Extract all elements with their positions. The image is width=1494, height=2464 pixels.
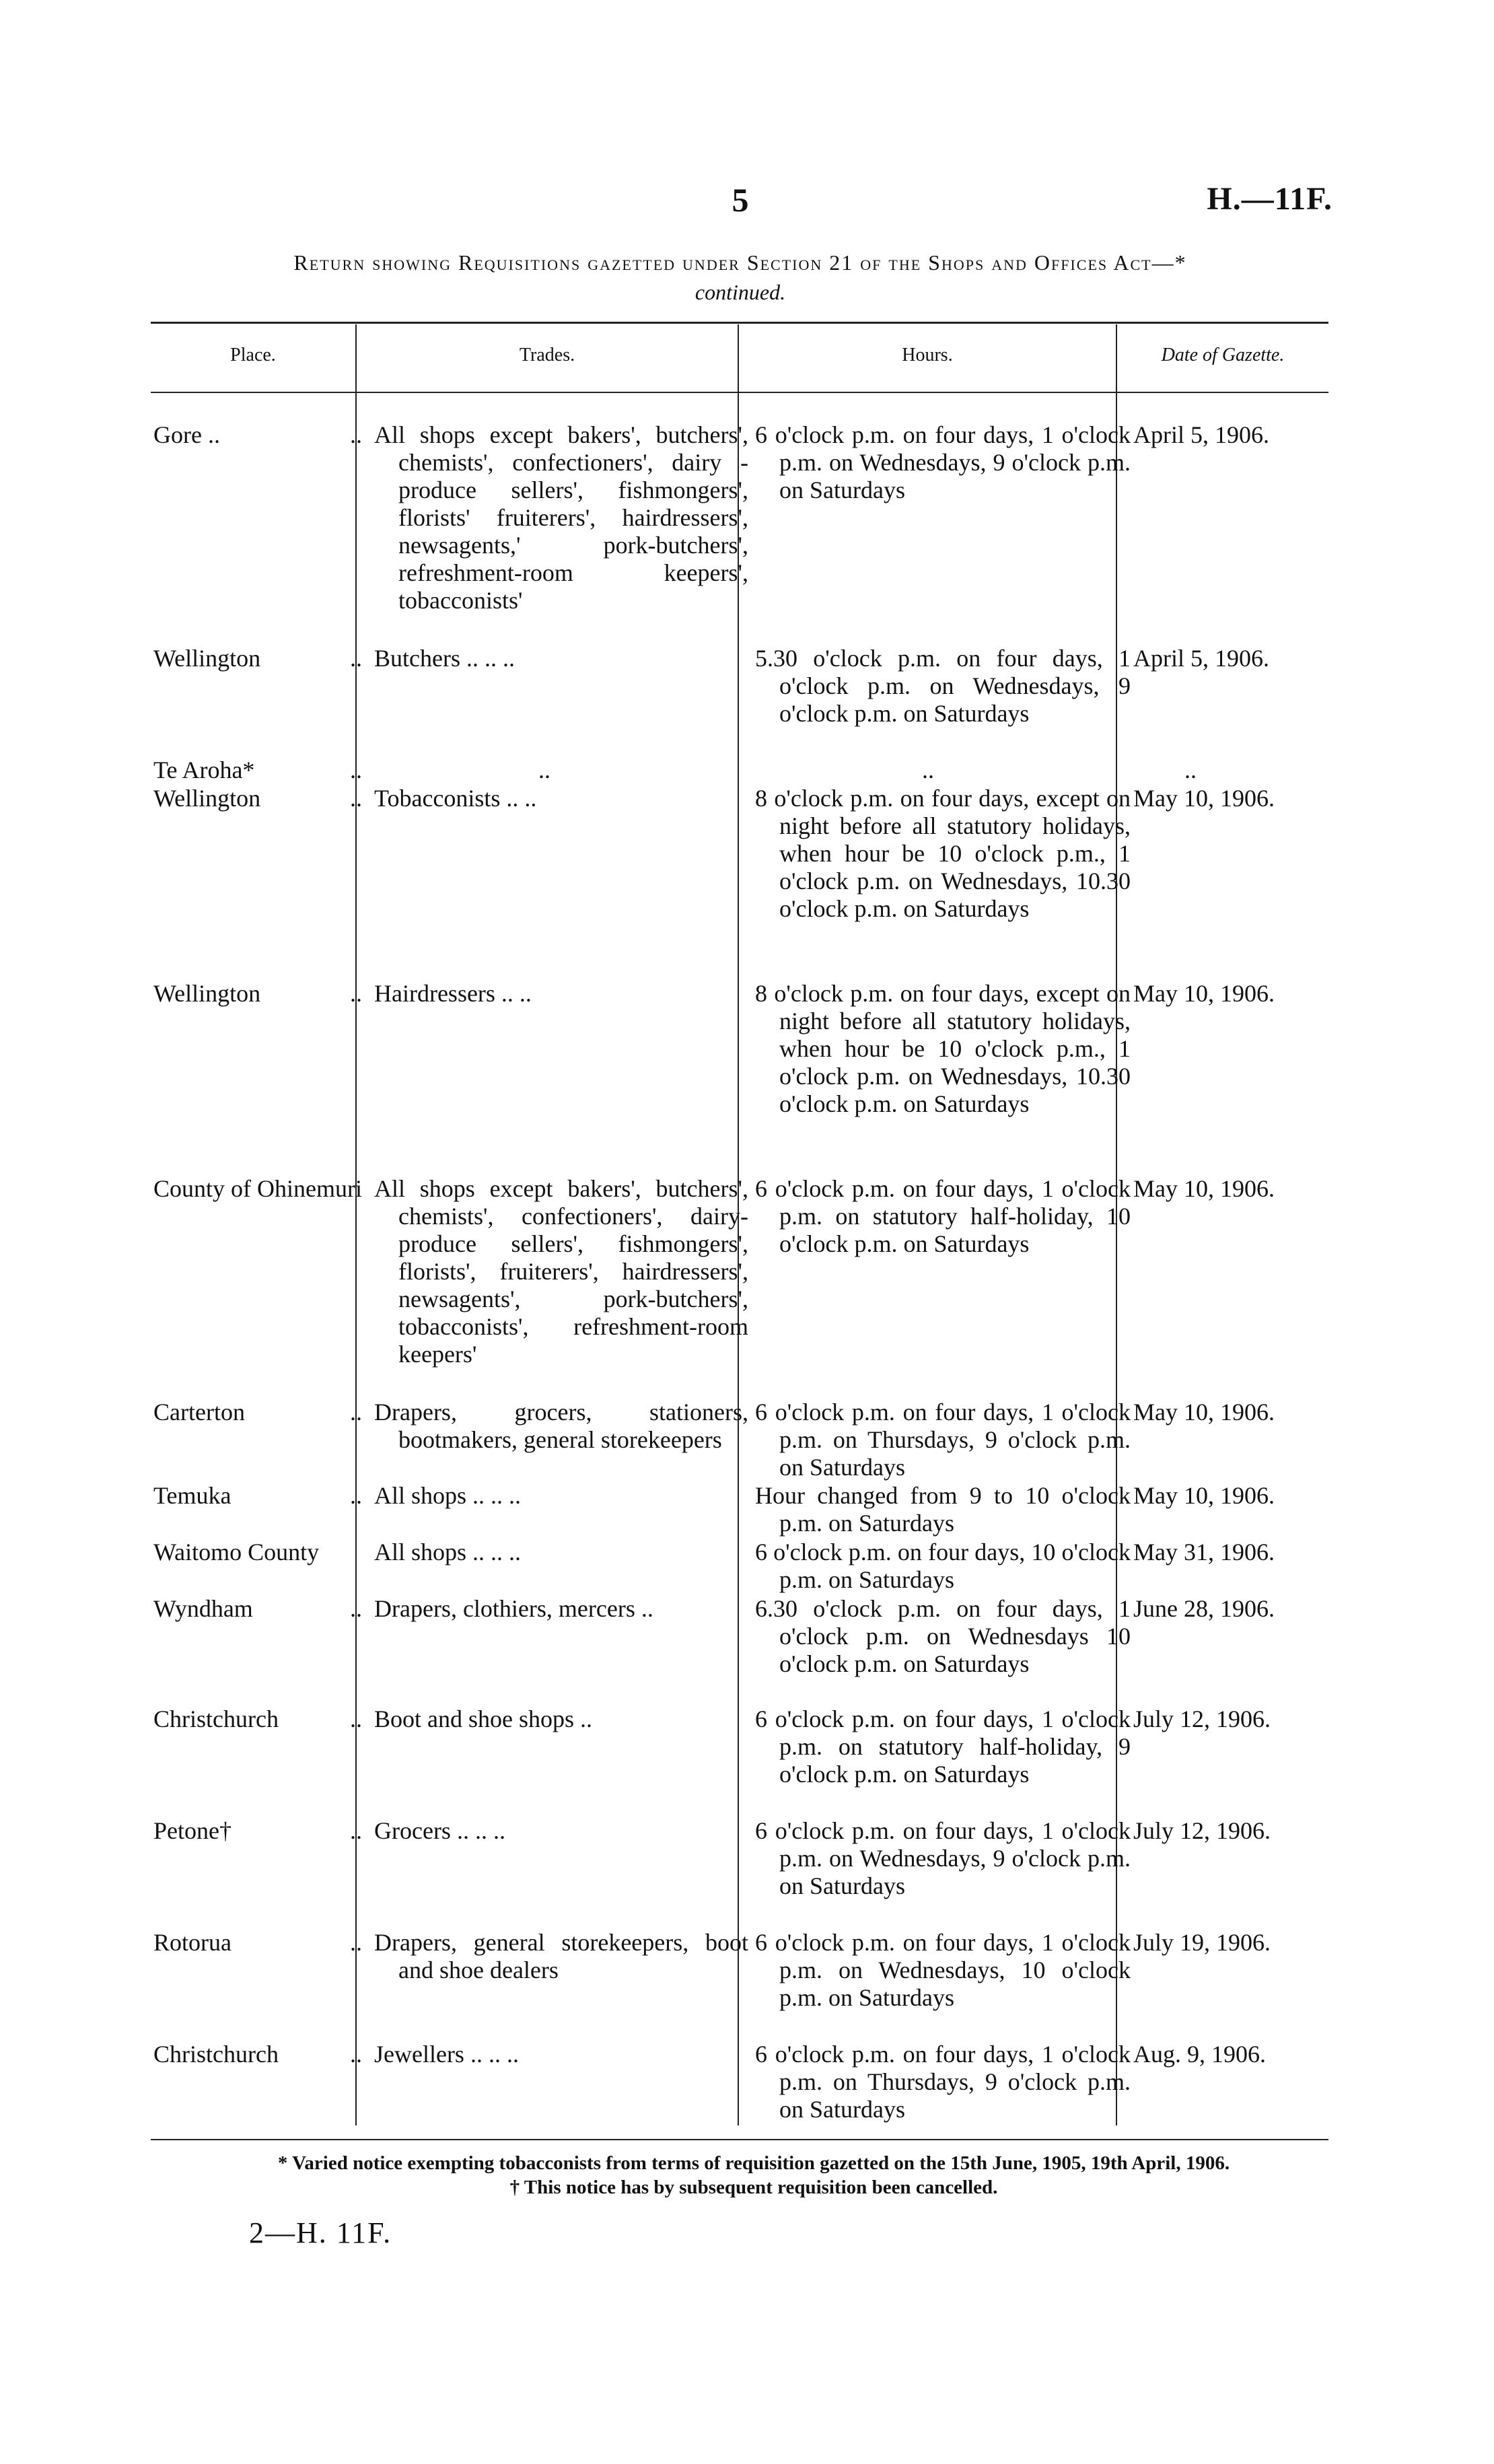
header-top-rule [151,322,1328,324]
row-place: Christchurch [153,1705,279,1732]
row-date: May 10, 1906. [1133,1175,1275,1202]
row-hours: 6 o'clock p.m. on four days, 1 o'clock p.m. on Wednesdays, 9 o'clock p.m. on Saturdays [755,421,1131,503]
row-place: Te Aroha* [153,756,255,783]
column-header-hours: Hours. [902,345,953,365]
row-hours: 6.30 o'clock p.m. on four days, 1 o'clock p.m. on Wednesdays 10 o'clock p.m. on Saturdays [755,1595,1131,1677]
row-place: Temuka [153,1482,232,1509]
footnote-dagger: † This notice has by subsequent requisition been cancelled. [509,2177,998,2198]
row-trades: .. [538,756,550,783]
row-trades: Drapers, clothiers, mercers .. [374,1595,653,1622]
row-hours: 8 o'clock p.m. on four days, except on night before all statutory holidays, when hour be 10 o'clock p.m., 1 o'clock p.m. on Wednesdays, 10.30 o'clock p.m. on Saturdays [755,980,1131,1117]
row-place: Rotorua [153,1929,232,1956]
column-divider-1 [355,324,357,2125]
row-trades: Drapers, general storekeepers, boot and shoe dealers [374,1929,748,1983]
row-date: April 5, 1906. [1133,645,1269,672]
row-trades: Boot and shoe shops .. [374,1705,592,1732]
row-hours: 6 o'clock p.m. on four days, 1 o'clock p.m. on Thursdays, 9 o'clock p.m. on Saturdays [755,2041,1131,2123]
row-date: July 19, 1906. [1133,1929,1271,1956]
row-hours: 5.30 o'clock p.m. on four days, 1 o'clock p.m. on Wednesdays, 9 o'clock p.m. on Saturdays [755,645,1131,727]
column-header-place: Place. [230,345,276,365]
row-place: Gore .. [153,421,220,448]
row-leader: .. [350,1929,362,1956]
row-hours: Hour changed from 9 to 10 o'clock p.m. on Saturdays [755,1482,1131,1537]
row-leader: .. [350,1817,362,1844]
row-trades: Tobacconists .. .. [374,785,537,812]
table-title: Return showing Requisitions gazetted under Section 21 of the Shops and Offices Act—* [293,250,1187,275]
row-trades: All shops .. .. .. [374,1482,522,1509]
row-leader: .. [350,1399,362,1425]
column-header-date: Date of Gazette. [1161,345,1285,365]
row-date: May 10, 1906. [1133,980,1275,1007]
row-hours: 6 o'clock p.m. on four days, 1 o'clock p.m. on statutory half-holiday, 9 o'clock p.m. on Saturdays [755,1705,1131,1788]
row-leader: .. [350,421,362,448]
row-place: Wyndham [153,1595,253,1622]
row-place: Christchurch [153,2041,279,2068]
row-trades: Grocers .. .. .. [374,1817,505,1844]
row-place: Wellington [153,980,261,1007]
row-leader: .. [350,1482,362,1509]
row-hours: 6 o'clock p.m. on four days, 10 o'clock p.m. on Saturdays [755,1539,1131,1593]
row-date: .. [1184,756,1197,783]
row-date: June 28, 1906. [1133,1595,1275,1622]
row-hours: 6 o'clock p.m. on four days, 1 o'clock p.m. on Wednesdays, 10 o'clock p.m. on Saturdays [755,1929,1131,2011]
row-leader: .. [350,756,362,783]
table-subtitle: continued. [695,280,786,304]
row-trades: Jewellers .. .. .. [374,2041,519,2068]
row-leader: .. [350,1705,362,1732]
row-date: May 10, 1906. [1133,785,1275,812]
row-date: April 5, 1906. [1133,421,1269,448]
row-leader: .. [350,785,362,812]
row-hours: 6 o'clock p.m. on four days, 1 o'clock p.m. on statutory half-holiday, 10 o'clock p.m. on Saturdays [755,1175,1131,1257]
row-trades: All shops except bakers', butchers', chemists', confectioners', dairy-produce sellers', fishmongers', florists', fruiterers', hairdressers', newsagents', pork-butchers', tobacconists', refreshment-room keepers' [374,1175,748,1368]
row-date: May 10, 1906. [1133,1399,1275,1425]
row-hours: 8 o'clock p.m. on four days, except on night before all statutory holidays, when hour be 10 o'clock p.m., 1 o'clock p.m. on Wednesdays, 10.30 o'clock p.m. on Saturdays [755,785,1131,922]
header-bottom-rule [151,392,1328,393]
row-date: Aug. 9, 1906. [1133,2041,1266,2068]
row-trades: Hairdressers .. .. [374,980,532,1007]
row-trades: All shops .. .. .. [374,1539,522,1565]
row-place: Waitomo County [153,1539,320,1565]
row-leader: .. [350,645,362,672]
document-reference: H.—11F. [1207,181,1332,217]
row-trades: All shops except bakers', butchers', chemists', confectioners', dairy - produce sellers', fishmongers', florists' fruiterers', hairdressers', newsagents,' pork-butchers', refreshment-room keepers', tobacconists' [374,421,748,614]
row-date: May 10, 1906. [1133,1482,1275,1509]
footer-reference: 2—H. 11F. [249,2216,392,2249]
column-header-trades: Trades. [519,345,575,365]
row-hours: 6 o'clock p.m. on four days, 1 o'clock p.m. on Thursdays, 9 o'clock p.m. on Saturdays [755,1399,1131,1481]
row-date: July 12, 1906. [1133,1817,1271,1844]
row-trades: Drapers, grocers, stationers, bootmakers, general storekeepers [374,1399,748,1453]
row-leader: .. [350,2041,362,2068]
row-hours: .. [922,756,934,783]
row-date: July 12, 1906. [1133,1705,1271,1732]
row-date: May 31, 1906. [1133,1539,1275,1565]
table-bottom-rule [151,2139,1328,2140]
footnote-star: * Varied notice exempting tobacconists from terms of requisition gazetted on the 15th June, 1905, 19th April, 1906. [277,2152,1230,2174]
row-leader: .. [350,1595,362,1622]
row-place: County of Ohinemuri [153,1175,362,1202]
row-leader: .. [350,980,362,1007]
row-place: Carterton [153,1399,245,1425]
row-place: Wellington [153,785,261,812]
row-place: Petone† [153,1817,232,1844]
row-trades: Butchers .. .. .. [374,645,515,672]
row-place: Wellington [153,645,261,672]
row-hours: 6 o'clock p.m. on four days, 1 o'clock p.m. on Wednesdays, 9 o'clock p.m. on Saturdays [755,1817,1131,1899]
page-number: 5 [732,181,749,219]
